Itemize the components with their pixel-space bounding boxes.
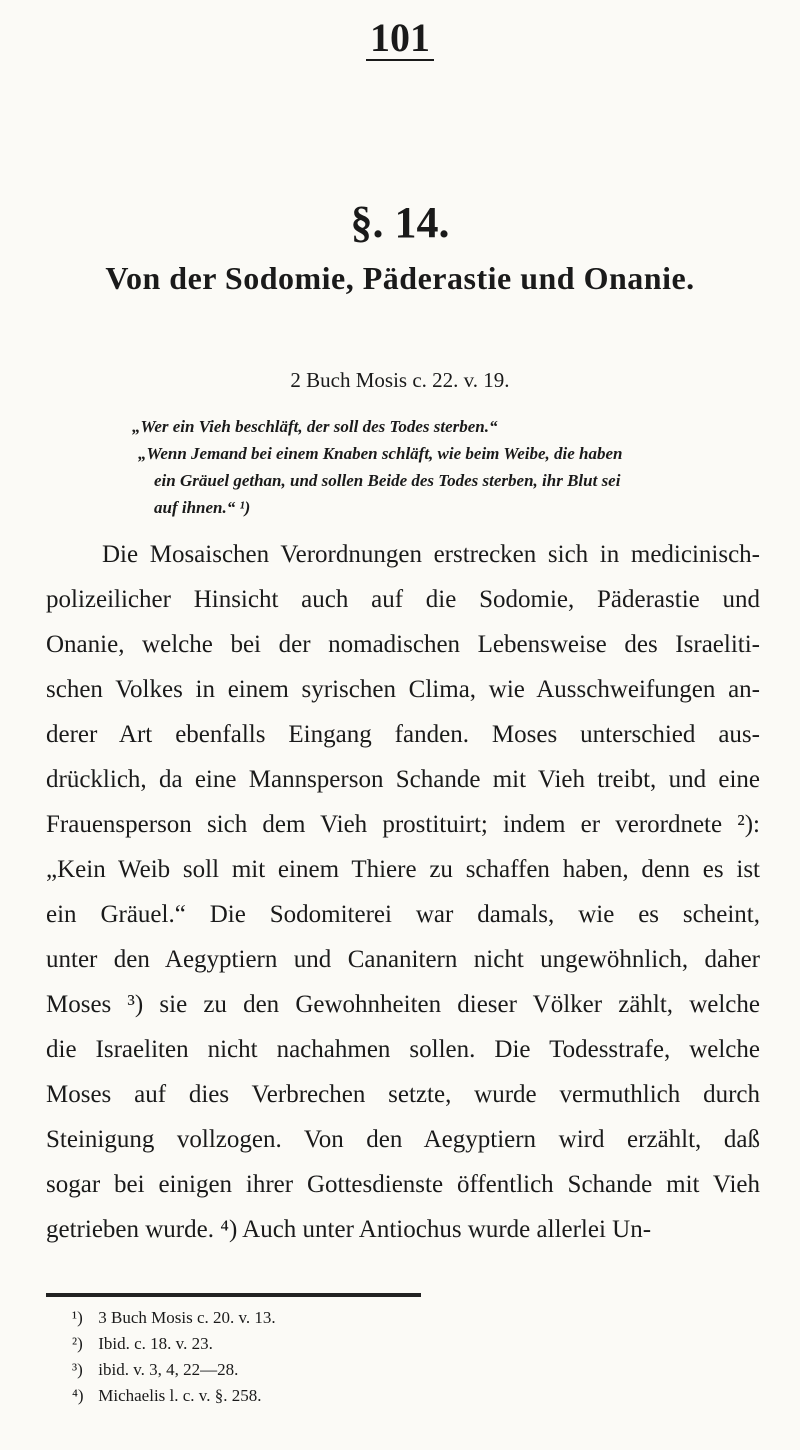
quote-line-2 (132, 440, 732, 521)
quote-line-2b: ein Gräuel gethan, und sollen Beide des Todes sterben, ihr Blut sei (154, 471, 621, 490)
body-line: Onanie, welche bei der nomadischen Lebensweise des Israeliti- (46, 631, 760, 658)
quote-line-2c: auf ihnen.“ ¹) (154, 498, 251, 517)
scripture-citation: 2 Buch Mosis c. 22. v. 19. (290, 368, 510, 392)
section-number: §. 14. (350, 198, 450, 247)
body-line: unter den Aegyptiern und Cananitern nicht ungewöhnlich, daher (46, 946, 760, 973)
footnote-mark: ²) (72, 1334, 83, 1353)
footnote-text: Michaelis l. c. v. §. 258. (98, 1386, 262, 1405)
footnote-4 (72, 1383, 572, 1409)
footnote-text: ibid. v. 3, 4, 22—28. (98, 1360, 239, 1379)
body-line: Moses auf dies Verbrechen setzte, wurde vermuthlich durch (46, 1081, 760, 1108)
body-paragraph (46, 532, 760, 1252)
body-line: „Kein Weib soll mit einem Thiere zu schaffen haben, denn es ist (46, 856, 760, 883)
footnote-mark: ⁴) (72, 1386, 84, 1405)
body-line: sogar bei einigen ihrer Gottesdienste öffentlich Schande mit Vieh (46, 1171, 760, 1198)
body-line: Die Mosaischen Verordnungen erstrecken sich in medicinisch- (102, 541, 760, 568)
body-line: derer Art ebenfalls Eingang fanden. Moses unterschied aus- (46, 721, 760, 748)
body-line: Moses ³) sie zu den Gewohnheiten dieser Völker zählt, welche (46, 991, 760, 1018)
epigraph-quote (132, 413, 732, 521)
body-line: Steinigung vollzogen. Von den Aegyptiern wird erzählt, daß (46, 1126, 760, 1153)
quote-line-2a: „Wenn Jemand bei einem Knaben schläft, wie beim Weibe, die haben (138, 444, 623, 463)
footnote-text: Ibid. c. 18. v. 23. (98, 1334, 213, 1353)
section-title: Von der Sodomie, Päderastie und Onanie. (105, 260, 695, 296)
body-line: drücklich, da eine Mannsperson Schande mit Vieh treibt, und eine (46, 766, 760, 793)
footnotes (72, 1305, 572, 1409)
footnote-separator (46, 1293, 421, 1297)
footnote-3 (72, 1357, 572, 1383)
footnote-1 (72, 1305, 572, 1331)
body-line: polizeilicher Hinsicht auch auf die Sodomie, Päderastie und (46, 586, 760, 613)
body-line: schen Volkes in einem syrischen Clima, wie Ausschweifungen an- (46, 676, 760, 703)
quote-line-1: „Wer ein Vieh beschläft, der soll des Todes sterben.“ (132, 417, 498, 436)
body-line: Frauensperson sich dem Vieh prostituirt; indem er verordnete ²): (46, 811, 760, 838)
footnote-2 (72, 1331, 572, 1357)
footnote-mark: ³) (72, 1360, 83, 1379)
body-line: getrieben wurde. ⁴) Auch unter Antiochus wurde allerlei Un- (46, 1216, 652, 1243)
body-line: die Israeliten nicht nachahmen sollen. Die Todesstrafe, welche (46, 1036, 760, 1063)
page-number: 101 (0, 14, 800, 61)
footnote-mark: ¹) (72, 1308, 83, 1327)
body-line: ein Gräuel.“ Die Sodomiterei war damals, wie es scheint, (46, 901, 760, 928)
footnote-text: 3 Buch Mosis c. 20. v. 13. (98, 1308, 276, 1327)
